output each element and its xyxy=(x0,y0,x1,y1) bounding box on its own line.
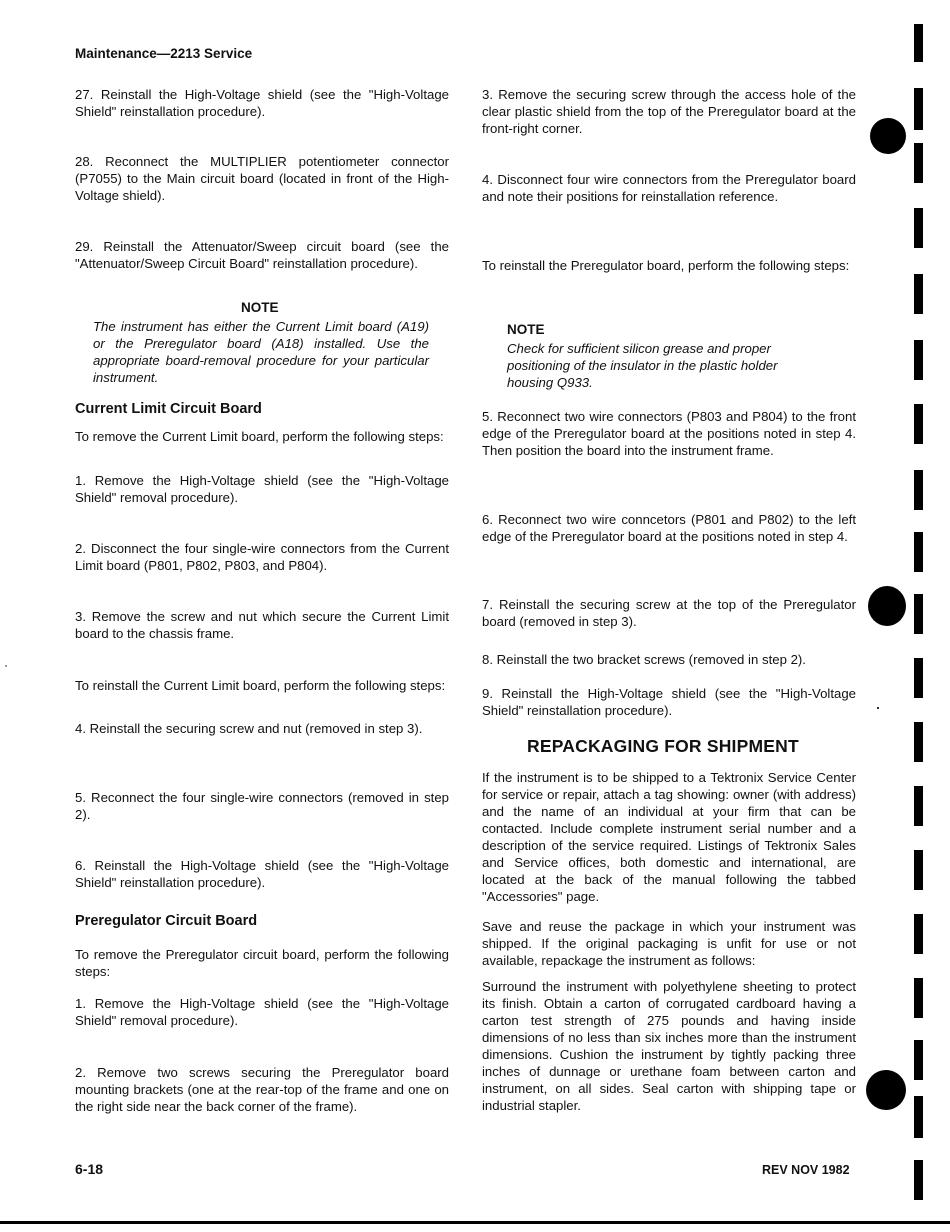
note-title: NOTE xyxy=(241,300,279,315)
repackaging-heading: REPACKAGING FOR SHIPMENT xyxy=(527,736,799,756)
step-29: 29. Reinstall the Attenuator/Sweep circuit board (see the "Attenuator/Sweep Circuit Board" reinstallation procedure). xyxy=(75,239,449,271)
edge-mark xyxy=(914,143,923,183)
edge-mark xyxy=(914,1040,923,1080)
edge-mark xyxy=(914,532,923,572)
cl-step-1: 1. Remove the High-Voltage shield (see the "High-Voltage Shield" removal procedure). xyxy=(75,473,449,505)
pr-step-9: 9. Reinstall the High-Voltage shield (see the "High-Voltage Shield" reinstallation procedure). xyxy=(482,686,856,718)
edge-mark xyxy=(914,470,923,510)
edge-mark xyxy=(914,914,923,954)
scan-speck xyxy=(877,707,879,709)
cl-step-4: 4. Reinstall the securing screw and nut (removed in step 3). xyxy=(75,721,423,736)
edge-mark xyxy=(914,786,923,826)
edge-mark xyxy=(914,274,923,314)
page-number: 6-18 xyxy=(75,1161,104,1177)
edge-mark xyxy=(914,88,923,130)
pr-step-3: 3. Remove the securing screw through the access hole of the clear plastic shield from the top of the Preregulator board at the front-right corner. xyxy=(482,87,856,136)
edge-mark xyxy=(914,722,923,762)
edge-mark xyxy=(914,978,923,1018)
pr-step-7: 7. Reinstall the securing screw at the top of the Preregulator board (removed in step 3). xyxy=(482,597,856,629)
cl-step-6: 6. Reinstall the High-Voltage shield (see the "High-Voltage Shield" reinstallation procedure). xyxy=(75,858,449,890)
binder-hole-top xyxy=(870,118,906,154)
edge-mark xyxy=(914,24,923,62)
edge-mark xyxy=(914,594,923,634)
step-27: 27. Reinstall the High-Voltage shield (see the "High-Voltage Shield" reinstallation procedure). xyxy=(75,87,449,119)
edge-mark xyxy=(914,208,923,248)
pr-step-5: 5. Reconnect two wire connectors (P803 and P804) to the front edge of the Preregulator board at the positions noted in step 4. Then position the board into the instrument frame. xyxy=(482,409,856,458)
preregulator-heading: Preregulator Circuit Board xyxy=(75,913,258,929)
cl-step-2: 2. Disconnect the four single-wire connectors from the Current Limit board (P801, P802, P803, and P804). xyxy=(75,541,449,573)
note-body-right: Check for sufficient silicon grease and proper positioning of the insulator in the plastic holder housing Q933. xyxy=(507,341,778,390)
cl-step-3: 3. Remove the screw and nut which secure the Current Limit board to the chassis frame. xyxy=(75,609,449,641)
page-bottom-edge xyxy=(0,1221,950,1224)
cl-intro: To remove the Current Limit board, perform the following steps: xyxy=(75,429,444,444)
pr-step-6: 6. Reconnect two wire conncetors (P801 and P802) to the left edge of the Preregulator board at the positions noted in step 4. xyxy=(482,512,856,544)
pr-reinstall-intro: To reinstall the Preregulator board, perform the following steps: xyxy=(482,258,850,273)
repack-paragraph-3: Surround the instrument with polyethylene sheeting to protect its finish. Obtain a carton of corrugated cardboard having a carton test strength of 275 pounds and having inside dimensions of no less than six inches more than the instrument dimensions. Cushion the instrument by tightly packing three inches of dunnage or urethane foam between carton and instrument, on all sides. Seal carton with shipping tape or industrial stapler. xyxy=(482,979,856,1113)
revision-date: REV NOV 1982 xyxy=(762,1163,850,1177)
binder-hole-bottom xyxy=(866,1070,906,1110)
note-body: The instrument has either the Current Limit board (A19) or the Preregulator board (A18) installed. Use the appropriate board-removal procedure for your particular instrument. xyxy=(93,319,429,385)
edge-mark xyxy=(914,1096,923,1138)
binder-hole-middle xyxy=(868,586,906,626)
step-28: 28. Reconnect the MULTIPLIER potentiometer connector (P7055) to the Main circuit board (located in front of the High-Voltage shield). xyxy=(75,154,449,203)
edge-mark xyxy=(914,404,923,444)
edge-mark xyxy=(914,340,923,380)
cl-step-5: 5. Reconnect the four single-wire connectors (removed in step 2). xyxy=(75,790,449,822)
repack-paragraph-2: Save and reuse the package in which your instrument was shipped. If the original packaging is unfit for use or not available, repackage the instrument as follows: xyxy=(482,919,856,968)
note-title-right: NOTE xyxy=(507,322,545,337)
edge-mark xyxy=(914,850,923,890)
repack-paragraph-1: If the instrument is to be shipped to a Tektronix Service Center for service or repair, attach a tag showing: owner (with address) and the name of an individual at your firm that can be contacted. Include complete instrument serial number and a description of the service required. Listings of Tektronix Sales and Service offices, both domestic and international, are located at the back of the manual following the tabbed "Accessories" page. xyxy=(482,770,856,904)
current-limit-heading: Current Limit Circuit Board xyxy=(75,401,262,417)
edge-mark xyxy=(914,1160,923,1200)
pr-step-8: 8. Reinstall the two bracket screws (removed in step 2). xyxy=(482,652,806,667)
page-header: Maintenance—2213 Service xyxy=(75,46,253,61)
pr-step-4: 4. Disconnect four wire connectors from the Preregulator board and note their positions for reinstallation reference. xyxy=(482,172,856,204)
scan-speck xyxy=(5,665,7,667)
pr-intro: To remove the Preregulator circuit board, perform the following steps: xyxy=(75,947,449,979)
pr-step-2: 2. Remove two screws securing the Preregulator board mounting brackets (one at the rear-top of the frame and one on the right side near the back corner of the frame). xyxy=(75,1065,449,1114)
edge-mark xyxy=(914,658,923,698)
cl-reinstall-intro: To reinstall the Current Limit board, perform the following steps: xyxy=(75,678,446,693)
pr-step-1: 1. Remove the High-Voltage shield (see the "High-Voltage Shield" removal procedure). xyxy=(75,996,449,1028)
